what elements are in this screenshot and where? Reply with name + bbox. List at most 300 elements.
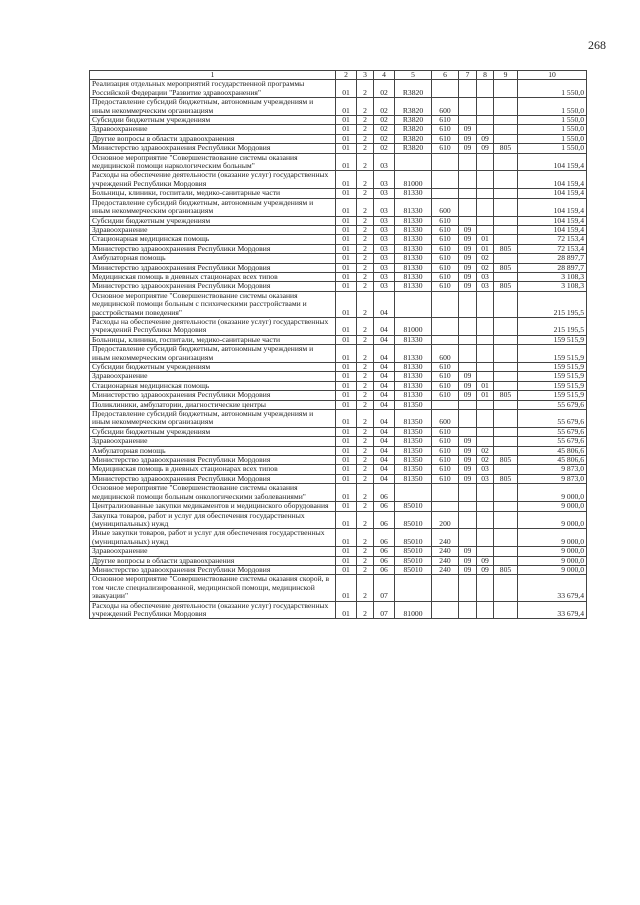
code-exp-type-cell: 610: [432, 235, 459, 244]
code-target-cell: 81330: [395, 381, 432, 390]
code-section-cell: [459, 511, 477, 529]
code-subsection-cell: 09: [477, 556, 494, 565]
code-main-cell: 06: [374, 511, 395, 529]
amount-cell: 9 000,0: [518, 502, 587, 511]
code-gr-cell: 01: [336, 282, 357, 291]
code-exp-type-cell: 600: [432, 198, 459, 216]
code-subsection-cell: [477, 171, 494, 189]
code-exp-type-cell: [432, 400, 459, 409]
code-section-cell: 09: [459, 391, 477, 400]
code-subsection-cell: [477, 575, 494, 601]
code-main-cell: 07: [374, 601, 395, 619]
code-subsection-cell: [477, 153, 494, 171]
code-gr-cell: 01: [336, 272, 357, 281]
code-ministry-cell: 805: [494, 263, 518, 272]
code-exp-type-cell: [432, 484, 459, 502]
code-section-cell: 09: [459, 547, 477, 556]
table-row: [90, 601, 587, 619]
code-target-cell: R3820: [395, 116, 432, 125]
table-row: [90, 345, 587, 363]
amount-cell: 55 679,6: [518, 427, 587, 436]
code-section-cell: 09: [459, 125, 477, 134]
code-gr-cell: 01: [336, 556, 357, 565]
code-ministry-cell: [494, 410, 518, 428]
code-sub-cell: 2: [357, 171, 374, 189]
code-main-cell: 06: [374, 547, 395, 556]
code-ministry-cell: [494, 547, 518, 556]
table-row: [90, 171, 587, 189]
amount-cell: 215 195,5: [518, 291, 587, 317]
code-target-cell: 85010: [395, 556, 432, 565]
code-sub-cell: 2: [357, 134, 374, 143]
code-section-cell: [459, 189, 477, 198]
code-ministry-cell: [494, 216, 518, 225]
code-ministry-cell: [494, 372, 518, 381]
code-section-cell: [459, 116, 477, 125]
amount-cell: 1 550,0: [518, 144, 587, 153]
code-main-cell: 04: [374, 381, 395, 390]
code-target-cell: R3820: [395, 144, 432, 153]
code-ministry-cell: [494, 601, 518, 619]
table-row: [90, 291, 587, 317]
code-exp-type-cell: [432, 335, 459, 344]
table-row: [90, 125, 587, 134]
code-sub-cell: 2: [357, 189, 374, 198]
table-row: [90, 511, 587, 529]
code-exp-type-cell: [432, 575, 459, 601]
table-row: [90, 547, 587, 556]
code-sub-cell: 2: [357, 391, 374, 400]
item-name-cell: Предоставление субсидий бюджетным, автономным учреждениям и иным некоммерческим организациям: [90, 98, 336, 116]
header-cell: 9: [494, 71, 518, 80]
code-ministry-cell: [494, 446, 518, 455]
code-main-cell: 02: [374, 116, 395, 125]
code-section-cell: 09: [459, 381, 477, 390]
table-row: [90, 400, 587, 409]
code-target-cell: [395, 291, 432, 317]
item-name-cell: Субсидии бюджетным учреждениям: [90, 427, 336, 436]
amount-cell: 55 679,6: [518, 400, 587, 409]
code-sub-cell: 2: [357, 98, 374, 116]
code-main-cell: 06: [374, 529, 395, 547]
code-section-cell: [459, 400, 477, 409]
code-main-cell: 04: [374, 291, 395, 317]
code-main-cell: 06: [374, 502, 395, 511]
code-gr-cell: 01: [336, 363, 357, 372]
code-section-cell: 09: [459, 437, 477, 446]
item-name-cell: Расходы на обеспечение деятельности (оказание услуг) государственных учреждений Республики Мордовия: [90, 601, 336, 619]
code-ministry-cell: [494, 317, 518, 335]
code-gr-cell: 01: [336, 144, 357, 153]
code-main-cell: 03: [374, 272, 395, 281]
code-sub-cell: 2: [357, 547, 374, 556]
code-section-cell: [459, 529, 477, 547]
amount-cell: 104 159,4: [518, 225, 587, 234]
amount-cell: 159 515,9: [518, 335, 587, 344]
code-sub-cell: 2: [357, 556, 374, 565]
table-row: [90, 153, 587, 171]
code-ministry-cell: 805: [494, 391, 518, 400]
code-target-cell: [395, 153, 432, 171]
code-gr-cell: 01: [336, 235, 357, 244]
header-cell: 10: [518, 71, 587, 80]
header-cell: 5: [395, 71, 432, 80]
code-main-cell: 04: [374, 391, 395, 400]
code-target-cell: 81330: [395, 254, 432, 263]
amount-cell: 45 806,6: [518, 446, 587, 455]
code-exp-type-cell: 610: [432, 465, 459, 474]
code-ministry-cell: [494, 465, 518, 474]
code-subsection-cell: [477, 116, 494, 125]
code-ministry-cell: [494, 153, 518, 171]
header-cell: 4: [374, 71, 395, 80]
header-cell: 3: [357, 71, 374, 80]
code-ministry-cell: [494, 291, 518, 317]
code-ministry-cell: [494, 363, 518, 372]
code-main-cell: 03: [374, 216, 395, 225]
table-row: [90, 335, 587, 344]
code-gr-cell: 01: [336, 484, 357, 502]
code-target-cell: 85010: [395, 565, 432, 574]
amount-cell: 104 159,4: [518, 153, 587, 171]
code-target-cell: 81330: [395, 198, 432, 216]
code-section-cell: [459, 502, 477, 511]
code-main-cell: 04: [374, 372, 395, 381]
code-sub-cell: 2: [357, 381, 374, 390]
code-subsection-cell: [477, 363, 494, 372]
code-main-cell: 06: [374, 565, 395, 574]
code-section-cell: 09: [459, 225, 477, 234]
code-ministry-cell: 805: [494, 565, 518, 574]
code-ministry-cell: 805: [494, 244, 518, 253]
code-target-cell: 85010: [395, 502, 432, 511]
table-row: [90, 427, 587, 436]
code-target-cell: 81330: [395, 263, 432, 272]
code-target-cell: 81350: [395, 437, 432, 446]
amount-cell: 55 679,6: [518, 437, 587, 446]
code-section-cell: 09: [459, 254, 477, 263]
code-subsection-cell: [477, 317, 494, 335]
code-gr-cell: 01: [336, 216, 357, 225]
code-section-cell: [459, 335, 477, 344]
table-row: [90, 225, 587, 234]
code-ministry-cell: 805: [494, 282, 518, 291]
code-main-cell: 04: [374, 335, 395, 344]
code-ministry-cell: [494, 529, 518, 547]
item-name-cell: Субсидии бюджетным учреждениям: [90, 216, 336, 225]
code-sub-cell: 2: [357, 446, 374, 455]
code-gr-cell: 01: [336, 254, 357, 263]
code-target-cell: 81330: [395, 235, 432, 244]
table-row: [90, 80, 587, 98]
code-subsection-cell: [477, 547, 494, 556]
code-gr-cell: 01: [336, 391, 357, 400]
code-main-cell: 04: [374, 465, 395, 474]
code-main-cell: 04: [374, 456, 395, 465]
item-name-cell: Здравоохранение: [90, 372, 336, 381]
code-subsection-cell: [477, 335, 494, 344]
code-ministry-cell: [494, 575, 518, 601]
table-row: [90, 263, 587, 272]
code-target-cell: 81330: [395, 372, 432, 381]
code-ministry-cell: [494, 272, 518, 281]
amount-cell: 28 897,7: [518, 254, 587, 263]
item-name-cell: Здравоохранение: [90, 125, 336, 134]
code-target-cell: 81330: [395, 272, 432, 281]
code-exp-type-cell: 610: [432, 244, 459, 253]
header-cell: 7: [459, 71, 477, 80]
code-subsection-cell: 02: [477, 446, 494, 455]
code-exp-type-cell: [432, 153, 459, 171]
code-gr-cell: 01: [336, 345, 357, 363]
budget-table: [89, 70, 587, 619]
code-ministry-cell: 805: [494, 144, 518, 153]
amount-cell: 104 159,4: [518, 189, 587, 198]
code-section-cell: [459, 216, 477, 225]
code-target-cell: R3820: [395, 134, 432, 143]
code-gr-cell: 01: [336, 171, 357, 189]
code-exp-type-cell: 610: [432, 456, 459, 465]
code-gr-cell: 01: [336, 601, 357, 619]
code-exp-type-cell: [432, 171, 459, 189]
code-gr-cell: 01: [336, 446, 357, 455]
code-target-cell: 81330: [395, 189, 432, 198]
code-gr-cell: 01: [336, 456, 357, 465]
code-main-cell: 03: [374, 263, 395, 272]
code-gr-cell: 01: [336, 465, 357, 474]
code-sub-cell: 2: [357, 198, 374, 216]
amount-cell: 45 806,6: [518, 456, 587, 465]
code-main-cell: 04: [374, 345, 395, 363]
item-name-cell: Другие вопросы в области здравоохранения: [90, 556, 336, 565]
code-gr-cell: 01: [336, 547, 357, 556]
code-sub-cell: 2: [357, 437, 374, 446]
code-section-cell: [459, 427, 477, 436]
code-gr-cell: 01: [336, 98, 357, 116]
code-sub-cell: 2: [357, 474, 374, 483]
code-subsection-cell: 09: [477, 134, 494, 143]
code-target-cell: 85010: [395, 511, 432, 529]
header-row: [90, 71, 587, 80]
item-name-cell: Основное мероприятие "Совершенствование системы оказания медицинской помощи больным с психическими расстройствами и расстройствами поведения": [90, 291, 336, 317]
item-name-cell: Здравоохранение: [90, 437, 336, 446]
code-subsection-cell: [477, 345, 494, 363]
item-name-cell: Министерство здравоохранения Республики Мордовия: [90, 282, 336, 291]
code-exp-type-cell: 610: [432, 391, 459, 400]
code-sub-cell: 2: [357, 263, 374, 272]
item-name-cell: Основное мероприятие "Совершенствование системы оказания скорой, в том числе специализированной, медицинской помощи, медицинской эвакуации": [90, 575, 336, 601]
code-exp-type-cell: 610: [432, 116, 459, 125]
table-row: [90, 244, 587, 253]
code-gr-cell: 01: [336, 80, 357, 98]
code-main-cell: 06: [374, 556, 395, 565]
item-name-cell: Субсидии бюджетным учреждениям: [90, 116, 336, 125]
code-subsection-cell: 02: [477, 254, 494, 263]
code-gr-cell: 01: [336, 565, 357, 574]
code-subsection-cell: 09: [477, 144, 494, 153]
code-gr-cell: 01: [336, 502, 357, 511]
item-name-cell: Министерство здравоохранения Республики Мордовия: [90, 263, 336, 272]
code-subsection-cell: [477, 502, 494, 511]
code-subsection-cell: 03: [477, 282, 494, 291]
code-ministry-cell: [494, 511, 518, 529]
table-row: [90, 372, 587, 381]
code-gr-cell: 01: [336, 125, 357, 134]
code-exp-type-cell: 240: [432, 565, 459, 574]
code-exp-type-cell: 610: [432, 225, 459, 234]
code-sub-cell: 2: [357, 254, 374, 263]
item-name-cell: Стационарная медицинская помощь: [90, 235, 336, 244]
page-number: 268: [588, 38, 606, 52]
code-gr-cell: 01: [336, 575, 357, 601]
amount-cell: 72 153,4: [518, 244, 587, 253]
code-ministry-cell: [494, 254, 518, 263]
code-subsection-cell: [477, 216, 494, 225]
code-subsection-cell: [477, 410, 494, 428]
code-ministry-cell: 805: [494, 456, 518, 465]
code-sub-cell: 2: [357, 272, 374, 281]
code-gr-cell: 01: [336, 116, 357, 125]
item-name-cell: Больницы, клиники, госпитали, медико-санитарные части: [90, 335, 336, 344]
code-section-cell: [459, 198, 477, 216]
table-row: [90, 556, 587, 565]
code-section-cell: [459, 80, 477, 98]
code-main-cell: 06: [374, 484, 395, 502]
code-sub-cell: 2: [357, 363, 374, 372]
code-target-cell: 81000: [395, 171, 432, 189]
code-exp-type-cell: 610: [432, 363, 459, 372]
code-main-cell: 02: [374, 134, 395, 143]
code-exp-type-cell: 610: [432, 144, 459, 153]
code-subsection-cell: [477, 372, 494, 381]
code-section-cell: [459, 345, 477, 363]
table-row: [90, 272, 587, 281]
code-sub-cell: 2: [357, 282, 374, 291]
code-section-cell: 09: [459, 372, 477, 381]
code-section-cell: 09: [459, 565, 477, 574]
code-section-cell: [459, 575, 477, 601]
code-main-cell: 03: [374, 282, 395, 291]
code-section-cell: [459, 171, 477, 189]
code-main-cell: 04: [374, 474, 395, 483]
code-sub-cell: 2: [357, 456, 374, 465]
code-exp-type-cell: 240: [432, 547, 459, 556]
code-exp-type-cell: 610: [432, 134, 459, 143]
code-target-cell: 81330: [395, 363, 432, 372]
code-target-cell: 81350: [395, 446, 432, 455]
amount-cell: 104 159,4: [518, 198, 587, 216]
item-name-cell: Предоставление субсидий бюджетным, автономным учреждениям и иным некоммерческим организациям: [90, 198, 336, 216]
table-row: [90, 529, 587, 547]
code-sub-cell: 2: [357, 484, 374, 502]
code-main-cell: 04: [374, 410, 395, 428]
item-name-cell: Реализация отдельных мероприятий государственной программы Российской Федерации "Развитие здравоохранения": [90, 80, 336, 98]
code-sub-cell: 2: [357, 153, 374, 171]
table-row: [90, 235, 587, 244]
amount-cell: 72 153,4: [518, 235, 587, 244]
code-target-cell: 81350: [395, 474, 432, 483]
code-subsection-cell: 03: [477, 272, 494, 281]
code-ministry-cell: [494, 198, 518, 216]
amount-cell: 9 000,0: [518, 547, 587, 556]
item-name-cell: Закупка товаров, работ и услуг для обеспечения государственных (муниципальных) нужд: [90, 511, 336, 529]
code-target-cell: 81350: [395, 465, 432, 474]
code-target-cell: 81350: [395, 456, 432, 465]
code-subsection-cell: 01: [477, 244, 494, 253]
code-ministry-cell: [494, 80, 518, 98]
code-target-cell: 81330: [395, 335, 432, 344]
code-section-cell: [459, 484, 477, 502]
code-subsection-cell: 02: [477, 456, 494, 465]
code-gr-cell: 01: [336, 335, 357, 344]
code-ministry-cell: [494, 335, 518, 344]
code-exp-type-cell: 200: [432, 511, 459, 529]
code-section-cell: 09: [459, 556, 477, 565]
amount-cell: 1 550,0: [518, 125, 587, 134]
table-row: [90, 317, 587, 335]
code-sub-cell: 2: [357, 125, 374, 134]
code-sub-cell: 2: [357, 410, 374, 428]
code-gr-cell: 01: [336, 372, 357, 381]
amount-cell: 159 515,9: [518, 345, 587, 363]
code-target-cell: 81330: [395, 282, 432, 291]
table-row: [90, 502, 587, 511]
code-main-cell: 04: [374, 363, 395, 372]
code-gr-cell: 01: [336, 134, 357, 143]
amount-cell: 3 108,3: [518, 272, 587, 281]
code-main-cell: 03: [374, 235, 395, 244]
code-subsection-cell: [477, 529, 494, 547]
item-name-cell: Предоставление субсидий бюджетным, автономным учреждениям и иным некоммерческим организациям: [90, 345, 336, 363]
code-exp-type-cell: [432, 601, 459, 619]
code-sub-cell: 2: [357, 317, 374, 335]
code-subsection-cell: [477, 125, 494, 134]
code-ministry-cell: 805: [494, 474, 518, 483]
code-section-cell: [459, 98, 477, 116]
table-row: [90, 189, 587, 198]
code-exp-type-cell: 600: [432, 410, 459, 428]
code-main-cell: 03: [374, 244, 395, 253]
amount-cell: 33 679,4: [518, 575, 587, 601]
code-sub-cell: 2: [357, 575, 374, 601]
code-target-cell: [395, 484, 432, 502]
code-subsection-cell: 03: [477, 474, 494, 483]
code-ministry-cell: [494, 400, 518, 409]
header-cell: 6: [432, 71, 459, 80]
code-main-cell: 04: [374, 400, 395, 409]
code-sub-cell: 2: [357, 116, 374, 125]
code-section-cell: 09: [459, 263, 477, 272]
code-ministry-cell: [494, 235, 518, 244]
code-target-cell: R3820: [395, 98, 432, 116]
code-ministry-cell: [494, 171, 518, 189]
code-main-cell: 04: [374, 446, 395, 455]
table-row: [90, 254, 587, 263]
code-sub-cell: 2: [357, 372, 374, 381]
code-subsection-cell: [477, 427, 494, 436]
code-gr-cell: 01: [336, 410, 357, 428]
item-name-cell: Медицинская помощь в дневных стационарах всех типов: [90, 272, 336, 281]
item-name-cell: Министерство здравоохранения Республики Мордовия: [90, 474, 336, 483]
code-sub-cell: 2: [357, 225, 374, 234]
code-target-cell: R3820: [395, 80, 432, 98]
amount-cell: 159 515,9: [518, 381, 587, 390]
amount-cell: 1 550,0: [518, 80, 587, 98]
code-ministry-cell: [494, 437, 518, 446]
table-row: [90, 484, 587, 502]
code-target-cell: R3820: [395, 125, 432, 134]
amount-cell: 9 000,0: [518, 484, 587, 502]
